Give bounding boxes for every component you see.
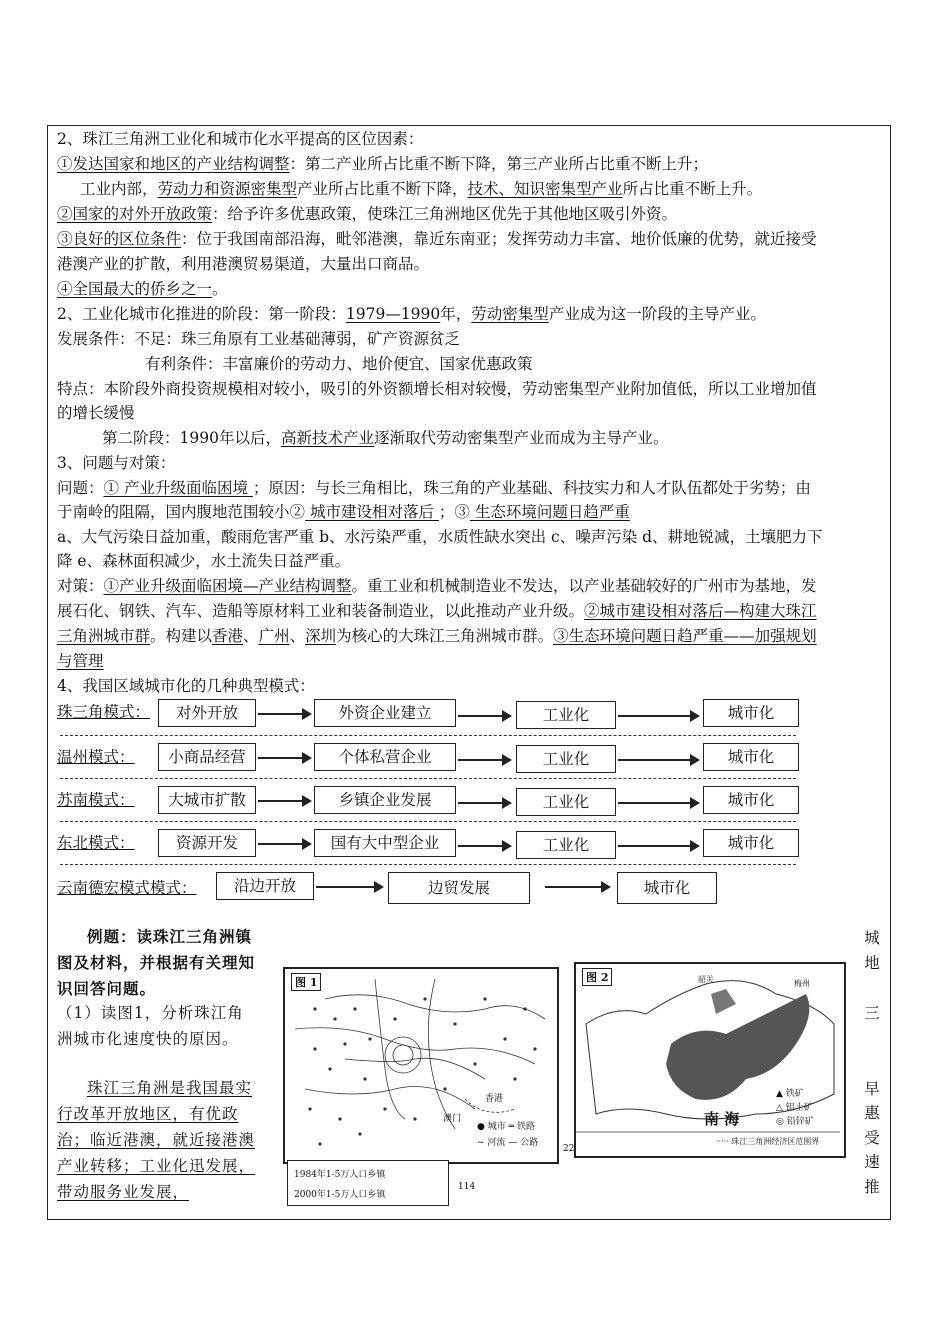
page-number-2: 22 xyxy=(563,1144,575,1154)
model-label-sunan: 苏南模式： xyxy=(57,791,135,809)
map-label-shaoguan: 韶关 xyxy=(698,975,714,984)
model-step: 对外开放 xyxy=(158,699,256,727)
stage-features-cont: 的增长缓慢 xyxy=(57,404,135,422)
side-char: 地 xyxy=(864,954,880,972)
side-char: 城 xyxy=(864,929,880,947)
flow-arrow xyxy=(618,759,698,761)
stage-features: 特点：本阶段外商投资规模相对较小，吸引的外资额增长相对较慢，劳动密集型产业附加值低，所以工业增加值 xyxy=(57,380,817,398)
side-char: 早 xyxy=(864,1080,880,1098)
example-question: （1）读图1，分析珠江角洲城市化速度快的原因。 xyxy=(57,1004,244,1048)
problem-line-2: 于南岭的阻隔，国内腹地范围较小② 城市建设相对落后 ；③ 生态环境问题日趋严重 xyxy=(57,503,630,521)
legend-city: ● 城市 ═ 铁路 xyxy=(477,1122,535,1132)
measure-line-3: 三角洲城市群。构建以香港、广州、深圳为核心的大珠江三角洲城市群。③生态环境问题日趋严重——加强规划 xyxy=(57,627,817,645)
map-label-macau: 澳门 xyxy=(443,1114,462,1124)
model-step: 小商品经营 xyxy=(158,743,256,771)
model-step: 大城市扩散 xyxy=(158,786,256,814)
model-step: 工业化 xyxy=(516,745,616,773)
map-label-south-sea: 南 海 xyxy=(704,1110,740,1128)
factor-2: ②国家的对外开放政策：给予许多优惠政策，使珠江三角洲地区优先于其他地区吸引外资。 xyxy=(57,205,678,223)
model-label-yunnan: 云南德宏模式模式： xyxy=(57,879,197,897)
model-step: 城市化 xyxy=(703,699,799,727)
model-step: 个体私营企业 xyxy=(314,743,456,771)
factor-4: ④全国最大的侨乡之一。 xyxy=(57,280,228,298)
flow-arrow xyxy=(258,713,310,715)
flow-arrow xyxy=(258,757,310,759)
dashed-divider xyxy=(60,735,796,736)
legend-1984: 1984年1-5万人口乡镇 xyxy=(294,1170,386,1180)
flow-arrow xyxy=(458,802,510,804)
flow-arrow xyxy=(258,800,310,802)
map-label-hongkong: 香港 xyxy=(485,1094,504,1104)
flow-arrow xyxy=(458,845,510,847)
dashed-divider xyxy=(60,864,796,865)
legend-bauxite: △ 铝土矿 xyxy=(776,1103,813,1113)
legend-2000: 2000年1-5万人口乡镇 xyxy=(294,1190,386,1200)
model-label-pearl: 珠三角模式： xyxy=(57,703,151,721)
side-char: 三 xyxy=(864,1004,880,1022)
dashed-divider xyxy=(60,821,796,822)
model-step: 工业化 xyxy=(516,831,616,859)
model-step: 国有大中型企业 xyxy=(314,829,456,857)
model-step: 乡镇企业发展 xyxy=(314,786,456,814)
problem-line-3: a、大气污染日益加重，酸雨危害严重 b、水污染严重，水质性缺水突出 c、噪声污染 d、耕地锐减，土壤肥力下 xyxy=(57,528,823,546)
legend-iron: ▲ 铁矿 xyxy=(776,1089,804,1099)
model-step: 工业化 xyxy=(516,701,616,729)
model-step: 资源开发 xyxy=(158,829,256,857)
figure-2-map xyxy=(574,962,846,1158)
flow-arrow xyxy=(458,759,510,761)
model-step: 城市化 xyxy=(703,743,799,771)
measure-line-2: 展石化、钢铁、汽车、造船等原材料工业和装备制造业，以此推动产业升级。②城市建设相对落后—构建大珠江 xyxy=(57,602,817,620)
flow-arrow xyxy=(618,715,698,717)
measure-line-4: 与管理 xyxy=(57,652,104,670)
model-step: 城市化 xyxy=(617,872,717,904)
model-step: 工业化 xyxy=(516,788,616,816)
model-label-northeast: 东北模式： xyxy=(57,834,135,852)
model-label-wenzhou: 温州模式： xyxy=(57,748,135,766)
factor-1: ①发达国家和地区的产业结构调整：第二产业所占比重不断下降，第三产业所占比重不断上升； xyxy=(57,155,709,173)
figure-1-legend xyxy=(287,1160,449,1206)
side-char: 推 xyxy=(864,1178,880,1196)
factor-1-detail: 工业内部，劳动力和资源密集型产业所占比重不断下降，技术、知识密集型产业所占比重不断上升。 xyxy=(80,180,763,198)
flow-arrow xyxy=(618,802,698,804)
flow-arrow xyxy=(545,886,609,888)
model-step: 城市化 xyxy=(703,786,799,814)
factor-3-cont: 港澳产业的扩散，利用港澳贸易渠道，大量出口商品。 xyxy=(57,255,430,273)
stage-favorable: 有利条件：丰富廉价的劳动力、地价便宜、国家优惠政策 xyxy=(145,355,533,373)
model-step: 沿边开放 xyxy=(216,872,314,900)
flow-arrow xyxy=(316,886,382,888)
side-char: 速 xyxy=(864,1153,880,1171)
legend-river: ~ 河流 — 公路 xyxy=(477,1138,539,1148)
dashed-divider xyxy=(60,778,796,779)
problem-line-4: 降 e、森林面积减少，水土流失日益严重。 xyxy=(57,552,351,570)
model-step: 外资企业建立 xyxy=(314,699,456,727)
page-number: 114 xyxy=(458,1182,476,1192)
model-step: 城市化 xyxy=(703,829,799,857)
example-answer: 珠江三角洲是我国最实行改革开放地区，有优政治；临近港澳，就近接港澳产业转移；工业化迅发展，带动服务业发展， xyxy=(57,1079,256,1201)
figure-1-map xyxy=(283,967,559,1164)
example-title: 例题：读珠江三角洲镇图及材料，并根据有关理知识回答问题。 xyxy=(57,927,256,998)
stage-2: 第二阶段：1990年以后，高新技术产业逐渐取代劳动密集型产业而成为主导产业。 xyxy=(102,429,669,447)
flow-arrow xyxy=(258,843,310,845)
flow-arrow xyxy=(618,845,698,847)
legend-leadzinc: ◎ 铅锌矿 xyxy=(776,1117,814,1127)
model-step: 边贸发展 xyxy=(388,872,530,904)
factor-3: ③良好的区位条件：位于我国南部沿海，毗邻港澳，靠近东南亚；发挥劳动力丰富、地价低廉的优势，就近接受 xyxy=(57,230,817,248)
legend-range: ····· 珠江三角洲经济区范围界 xyxy=(716,1137,820,1146)
section-heading: 2、珠江三角洲工业化和城市化水平提高的区位因素： xyxy=(57,130,424,148)
side-char: 受 xyxy=(864,1129,880,1147)
problem-line-1: 问题：① 产业升级面临困境 ；原因：与长三角相比，珠三角的产业基础、科技实力和人才队伍都处于劣势；由 xyxy=(57,479,811,497)
stage-conditions: 发展条件：不足：珠三角原有工业基础薄弱，矿产资源贫乏 xyxy=(57,330,461,348)
measure-line-1: 对策：①产业升级面临困境—产业结构调整。重工业和机械制造业不发达，以产业基础较好的广州市为基地，发 xyxy=(57,577,817,595)
problems-heading: 3、问题与对策： xyxy=(57,454,176,472)
models-heading: 4、我国区域城市化的几种典型模式： xyxy=(57,677,315,695)
flow-arrow xyxy=(458,715,510,717)
map-label-meizhou: 梅州 xyxy=(794,979,810,988)
figure-2-label: 图 2 xyxy=(582,968,612,986)
figure-1-label: 图 1 xyxy=(291,973,321,991)
stage-1: 2、工业化城市化推进的阶段：第一阶段：1979—1990年，劳动密集型产业成为这一阶段的主导产业。 xyxy=(57,305,766,323)
side-char: 惠 xyxy=(864,1104,880,1122)
